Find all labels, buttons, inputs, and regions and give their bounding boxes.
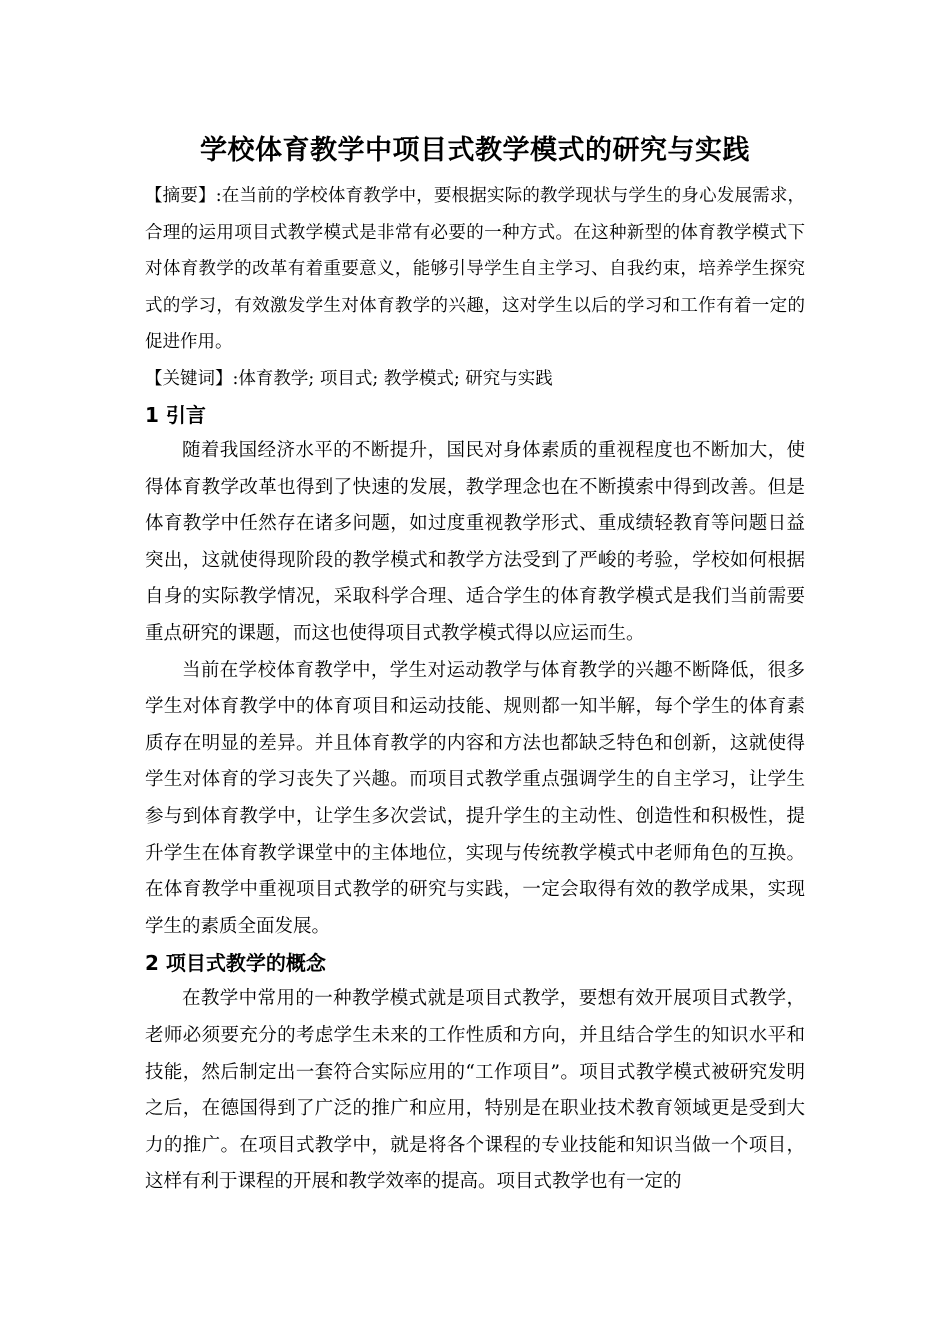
keywords-text: :体育教学; 项目式; 教学模式; 研究与实践 [232,368,553,389]
section-heading-introduction: 1 引言 [145,403,206,427]
section-heading-concept: 2 项目式教学的概念 [145,951,326,976]
abstract [145,178,805,361]
document-page [145,128,805,1201]
paper-title: 学校体育教学中项目式教学模式的研究与实践 [200,135,750,166]
abstract-label: 【摘要】 [145,186,216,206]
paragraph: 当前在学校体育教学中，学生对运动教学与体育教学的兴趣不断降低，很多学生对体育教学中的体育项目和运动技能、规则都一知半解，每个学生的体育素质存在明显的差异。并且体育教学的内容和方法也都缺乏特色和创新，这就使得学生对体育的学习丧失了兴趣。而项目式教学重点强调学生的自主学习，让学生参与到体育教学中，让学生多次尝试，提升学生的主动性、创造性和积极性，提升学生在体育教学课堂中的主体地位，实现与传统教学模式中老师角色的互换。在体育教学中重视项目式教学的研究与实践，一定会取得有效的教学成果，实现学生的素质全面发展。 [145,659,805,937]
paragraph: 在教学中常用的一种教学模式就是项目式教学，要想有效开展项目式教学，老师必须要充分的考虑学生未来的工作性质和方向，并且结合学生的知识水平和技能，然后制定出一套符合实际应用的“工作项目”。项目式教学模式被研究发明之后，在德国得到了广泛的推广和应用，特别是在职业技术教育领域更是受到大力的推广。在项目式教学中，就是将各个课程的专业技能和知识当做一个项目，这样有利于课程的开展和教学效率的提高。项目式教学也有一定的 [145,988,805,1193]
abstract-text: :在当前的学校体育教学中，要根据实际的教学现状与学生的身心发展需求，合理的运用项目式教学模式是非常有必要的一种方式。在这种新型的体育教学模式下对体育教学的改革有着重要意义，能够引导学生自主学习、自我约束，培养学生探究式的学习，有效激发学生对体育教学的兴趣，这对学生以后的学习和工作有着一定的促进作用。 [145,186,805,352]
keywords-label: 【关键词】 [145,368,233,389]
keywords [145,361,805,398]
paragraph: 随着我国经济水平的不断提升，国民对身体素质的重视程度也不断加大，使得体育教学改革也得到了快速的发展，教学理念也在不断摸索中得到改善。但是体育教学中任然存在诸多问题，如过度重视教学形式、重成绩轻教育等问题日益突出，这就使得现阶段的教学模式和教学方法受到了严峻的考验，学校如何根据自身的实际教学情况，采取科学合理、适合学生的体育教学模式是我们当前需要重点研究的课题，而这也使得项目式教学模式得以应运而生。 [145,440,805,644]
